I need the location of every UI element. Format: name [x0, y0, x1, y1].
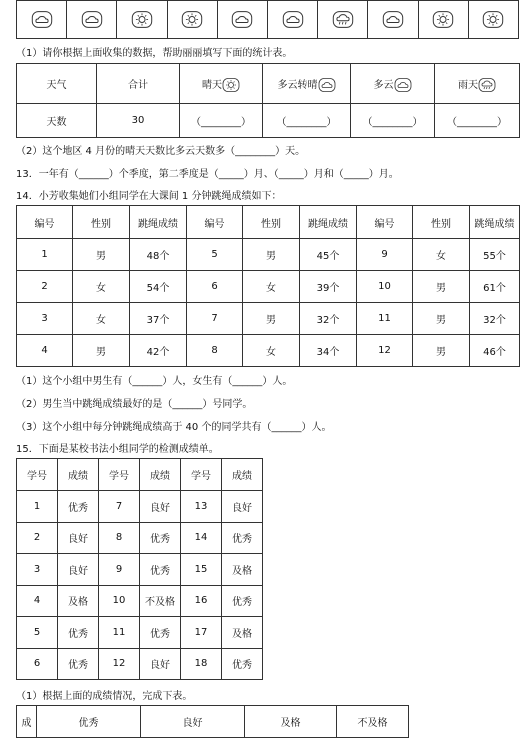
jump-rope-table	[16, 205, 520, 367]
q14-question-3: （3）这个小组中每分钟跳绳成绩高于 40 个的同学共有（______）人。	[16, 422, 332, 433]
weather-cell	[267, 1, 317, 39]
table-cell: 42个	[130, 335, 187, 367]
table-row	[17, 617, 263, 649]
weather-cell	[117, 1, 167, 39]
header-cloudy-to-sunny: 多云转晴	[263, 64, 351, 104]
table-cell: 10	[357, 271, 413, 303]
table-cell: 女	[243, 335, 300, 367]
table-row	[17, 491, 263, 523]
table-cell: 优秀	[58, 648, 99, 680]
q14-header-cell: 性别	[413, 206, 470, 239]
table-cell: 55个	[470, 239, 520, 271]
table-cell: 6	[17, 648, 58, 680]
header-rainy: 雨天	[435, 64, 520, 104]
table-cell: 女	[413, 239, 470, 271]
table-cell: 18	[181, 648, 222, 680]
q15-header-cell: 学号	[17, 459, 58, 491]
table-cell: 45个	[300, 239, 357, 271]
table-cell: 1	[17, 239, 73, 271]
table-cell: 8	[187, 335, 243, 367]
sunny-icon	[482, 11, 504, 28]
table-cell: 11	[357, 303, 413, 335]
table-row	[17, 648, 263, 680]
table-cell: 女	[73, 271, 130, 303]
rainy-icon	[332, 11, 354, 28]
q15-header-cell: 学号	[99, 459, 140, 491]
q14-intro: 14．小芳收集她们小组同学在大课间 1 分钟跳绳成绩如下：	[16, 191, 282, 202]
q14-header-cell: 编号	[17, 206, 73, 239]
table-cell: 17	[181, 617, 222, 649]
table-cell: 优秀	[140, 522, 181, 554]
table-cell: 8	[99, 522, 140, 554]
summary-header-excellent: 优秀	[37, 706, 141, 738]
q12-instruction: （1）请你根据上面收集的数据，帮助丽丽填写下面的统计表。	[16, 48, 293, 59]
table-cell: 2	[17, 271, 73, 303]
table-cell: 男	[413, 335, 470, 367]
table-cell: 32个	[300, 303, 357, 335]
table-cell: 优秀	[222, 648, 263, 680]
table-cell: 32个	[470, 303, 520, 335]
table-row	[17, 239, 520, 271]
header-cloudy: 多云	[351, 64, 435, 104]
q14-header-cell: 跳绳成绩	[300, 206, 357, 239]
table-cell: 3	[17, 554, 58, 586]
table-cell: 5	[17, 617, 58, 649]
q14-header-cell: 跳绳成绩	[130, 206, 187, 239]
q12-question-2: （2）这个地区 4 月份的晴天天数比多云天数多（________）天。	[16, 146, 306, 157]
weather-cell	[318, 1, 368, 39]
header-total: 合计	[97, 64, 180, 104]
table-cell: 优秀	[222, 522, 263, 554]
summary-header-fail: 不及格	[337, 706, 409, 738]
table-cell: 良好	[140, 648, 181, 680]
table-cell: 7	[187, 303, 243, 335]
table-cell: 男	[413, 303, 470, 335]
weather-cell	[468, 1, 518, 39]
cloudy-icon	[394, 78, 412, 92]
table-row	[17, 271, 520, 303]
q14-question-2: （2）男生当中跳绳成绩最好的是（______）号同学。	[16, 399, 253, 410]
table-cell: 优秀	[58, 617, 99, 649]
table-cell: 12	[357, 335, 413, 367]
table-cell: 1	[17, 491, 58, 523]
q15-question-1: （1）根据上面的成绩情况，完成下表。	[16, 691, 193, 702]
table-row	[17, 335, 520, 367]
total-days: 30	[97, 104, 180, 138]
table-cell: 13	[181, 491, 222, 523]
table-cell: 12	[99, 648, 140, 680]
weather-cell	[67, 1, 117, 39]
table-cell: 9	[99, 554, 140, 586]
table-row	[17, 303, 520, 335]
blank-sunny[interactable]: （________）	[180, 104, 263, 138]
cloudy-icon	[382, 11, 404, 28]
table-cell: 优秀	[140, 554, 181, 586]
sunny-icon	[432, 11, 454, 28]
table-cell: 男	[73, 239, 130, 271]
blank-cloudy-to-sunny[interactable]: （________）	[263, 104, 351, 138]
table-cell: 34个	[300, 335, 357, 367]
table-cell: 5	[187, 239, 243, 271]
table-row	[17, 522, 263, 554]
score-summary-table	[16, 705, 409, 738]
row-label-days: 天数	[17, 104, 97, 138]
blank-cloudy[interactable]: （________）	[351, 104, 435, 138]
table-cell: 不及格	[140, 585, 181, 617]
q15-intro: 15．下面是某校书法小组同学的检测成绩单。	[16, 444, 219, 455]
table-cell: 16	[181, 585, 222, 617]
q15-header-cell: 成绩	[140, 459, 181, 491]
table-cell: 优秀	[58, 491, 99, 523]
table-cell: 46个	[470, 335, 520, 367]
table-cell: 4	[17, 335, 73, 367]
table-cell: 良好	[58, 554, 99, 586]
table-cell: 54个	[130, 271, 187, 303]
q14-header-cell: 跳绳成绩	[470, 206, 520, 239]
weather-cell	[217, 1, 267, 39]
table-cell: 14	[181, 522, 222, 554]
q15-header-cell: 成绩	[222, 459, 263, 491]
table-cell: 良好	[58, 522, 99, 554]
q14-header-cell: 性别	[73, 206, 130, 239]
table-cell: 11	[99, 617, 140, 649]
sunny-icon	[131, 11, 153, 28]
table-cell: 优秀	[222, 585, 263, 617]
sunny-icon	[181, 11, 203, 28]
table-cell: 男	[413, 271, 470, 303]
q15-header-cell: 成绩	[58, 459, 99, 491]
table-cell: 良好	[140, 491, 181, 523]
table-cell: 男	[243, 303, 300, 335]
table-cell: 15	[181, 554, 222, 586]
table-cell: 男	[73, 335, 130, 367]
table-cell: 39个	[300, 271, 357, 303]
summary-header-pass: 及格	[245, 706, 337, 738]
table-row	[17, 585, 263, 617]
table-cell: 3	[17, 303, 73, 335]
table-cell: 良好	[222, 491, 263, 523]
weather-cell	[17, 1, 67, 39]
header-weather: 天气	[17, 64, 97, 104]
cloudy-sunny-icon	[318, 78, 336, 92]
header-sunny: 晴天	[180, 64, 263, 104]
q14-header-cell: 性别	[243, 206, 300, 239]
table-cell: 2	[17, 522, 58, 554]
weather-record-table	[16, 0, 519, 39]
cloudy-icon	[31, 11, 53, 28]
table-cell: 7	[99, 491, 140, 523]
table-cell: 优秀	[140, 617, 181, 649]
rainy-icon	[478, 78, 496, 92]
table-cell: 48个	[130, 239, 187, 271]
cloudy-icon	[231, 11, 253, 28]
weather-cell	[368, 1, 418, 39]
table-cell: 4	[17, 585, 58, 617]
table-cell: 10	[99, 585, 140, 617]
summary-header-label: 成	[17, 706, 37, 738]
table-cell: 男	[243, 239, 300, 271]
summary-header-good: 良好	[141, 706, 245, 738]
table-row	[17, 554, 263, 586]
table-cell: 及格	[222, 617, 263, 649]
q13-question: 13．一年有（______）个季度，第二季度是（_____）月、（_____）月和（_____）月。	[16, 169, 399, 180]
table-cell: 及格	[58, 585, 99, 617]
weather-stats-table	[16, 63, 520, 138]
q15-header-cell: 学号	[181, 459, 222, 491]
cloudy-icon	[81, 11, 103, 28]
table-cell: 女	[243, 271, 300, 303]
cloudy-icon	[282, 11, 304, 28]
table-cell: 61个	[470, 271, 520, 303]
blank-rainy[interactable]: （________）	[435, 104, 520, 138]
table-cell: 女	[73, 303, 130, 335]
weather-cell	[418, 1, 468, 39]
q14-header-cell: 编号	[357, 206, 413, 239]
q14-header-cell: 编号	[187, 206, 243, 239]
table-cell: 37个	[130, 303, 187, 335]
table-cell: 6	[187, 271, 243, 303]
table-cell: 9	[357, 239, 413, 271]
calligraphy-scores-table	[16, 458, 263, 680]
q14-question-1: （1）这个小组中男生有（______）人，女生有（______）人。	[16, 376, 293, 387]
table-cell: 及格	[222, 554, 263, 586]
weather-cell	[167, 1, 217, 39]
sunny-icon	[222, 78, 240, 92]
